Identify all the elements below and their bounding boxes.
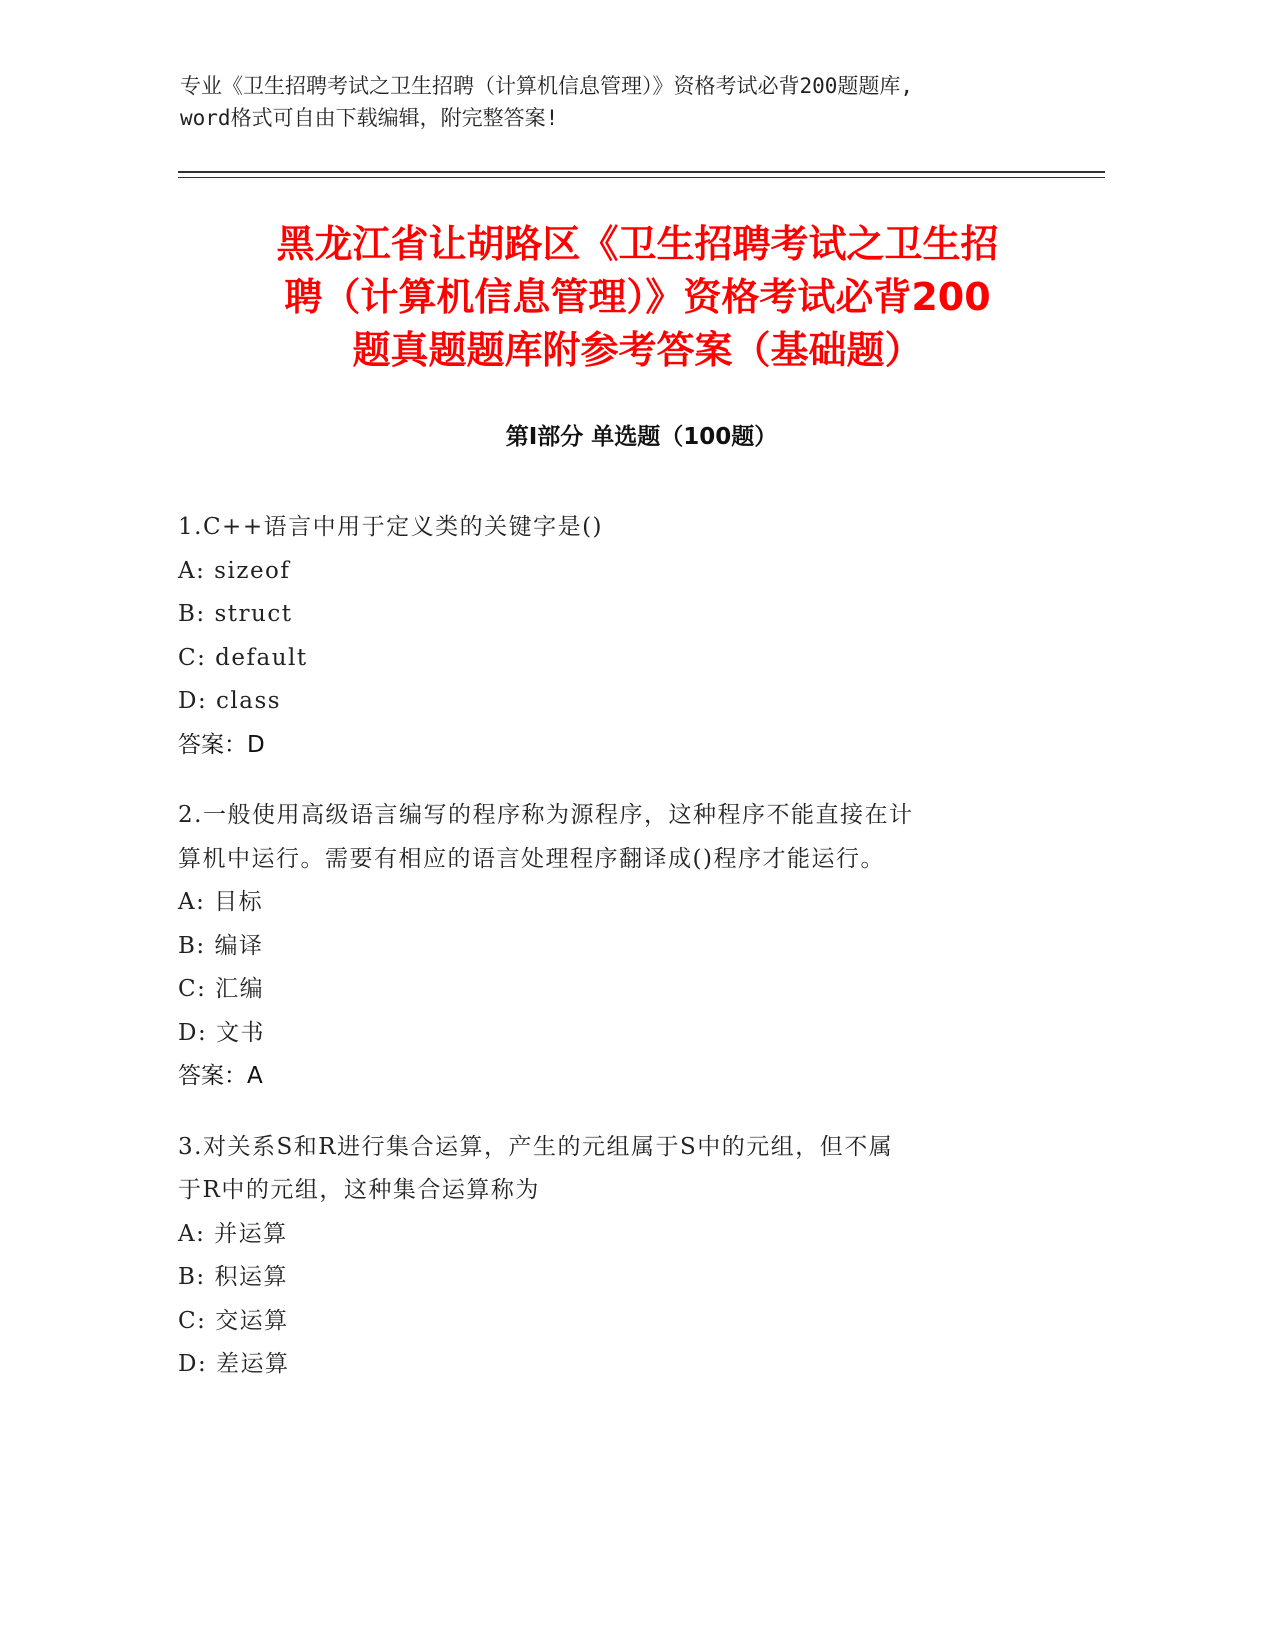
option-a: A: 并运算 [178, 1220, 288, 1247]
question-text-line-2: 于R中的元组，这种集合运算称为 [178, 1177, 540, 1203]
section-title: 第Ⅰ部分 单选题（100题） [505, 424, 778, 450]
question-list [178, 506, 1023, 1414]
question-1 [178, 506, 1023, 767]
question-text-line-1: 3.对关系S和R进行集合运算，产生的元组属于S中的元组，但不属 [178, 1133, 894, 1160]
option-c: C: default [178, 644, 308, 671]
option-a: A: sizeof [178, 557, 291, 584]
option-c: C: 交运算 [178, 1307, 289, 1334]
option-c: C: 汇编 [178, 976, 265, 1002]
document-title-line-2: 聘（计算机信息管理）》资格考试必背200 [284, 275, 991, 319]
option-d: D: class [178, 688, 282, 714]
document-title-line-3: 题真题题库附参考答案（基础题） [352, 328, 923, 372]
document-title-line-1: 黑龙江省让胡路区《卫生招聘考试之卫生招 [276, 222, 999, 266]
option-b: B: 积运算 [178, 1264, 288, 1290]
answer: 答案：D [178, 731, 265, 758]
question-3 [178, 1126, 1023, 1387]
option-a: A: 目标 [178, 889, 264, 915]
header-rule-thick [178, 171, 1105, 173]
question-text-line-1: 1.C++语言中用于定义类的关键字是() [178, 514, 604, 540]
option-d: D: 文书 [178, 1019, 266, 1046]
option-d: D: 差运算 [178, 1351, 290, 1377]
header-note-line-2: word格式可自由下载编辑，附完整答案! [180, 106, 559, 130]
header-note [180, 70, 1100, 134]
header-note-line-1: 专业《卫生招聘考试之卫生招聘（计算机信息管理）》资格考试必背200题题库, [180, 74, 914, 98]
question-text-line-2: 算机中运行。需要有相应的语言处理程序翻译成()程序才能运行。 [178, 845, 885, 872]
question-2 [178, 794, 1023, 1099]
option-b: B: struct [178, 601, 293, 627]
option-b: B: 编译 [178, 932, 264, 959]
header-rule-thin [178, 177, 1105, 178]
question-text-line-1: 2.一般使用高级语言编写的程序称为源程序，这种程序不能直接在计 [178, 802, 914, 828]
document-title [170, 218, 1105, 377]
answer: 答案：A [178, 1063, 263, 1089]
